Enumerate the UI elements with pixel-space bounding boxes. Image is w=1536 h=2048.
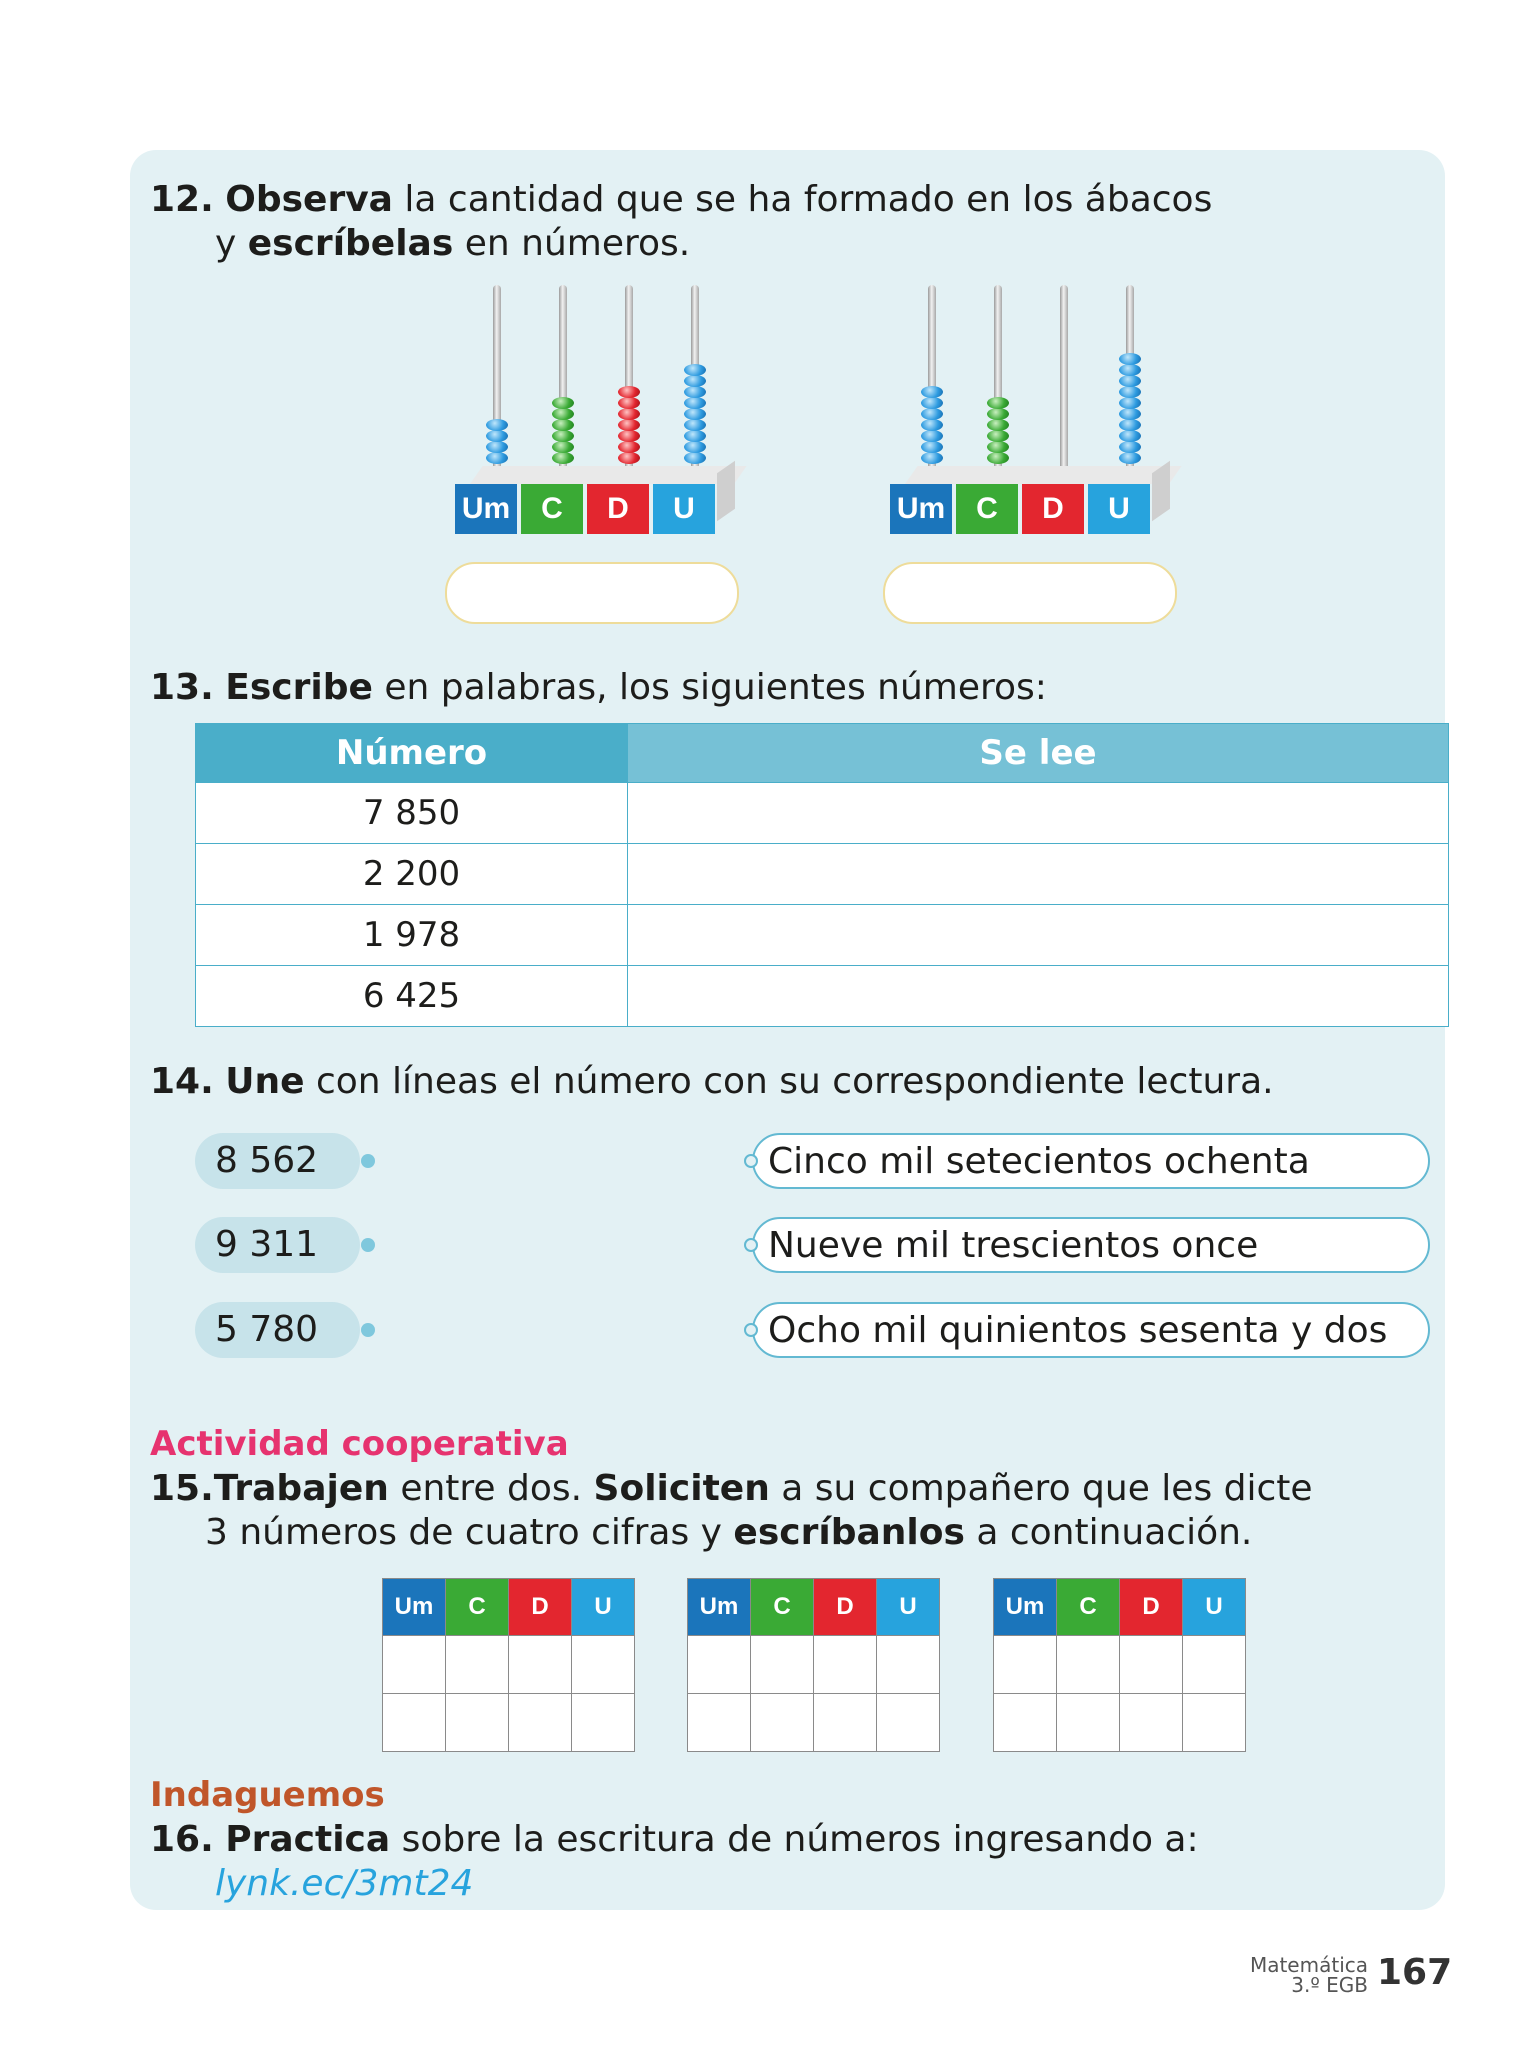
match-dot-right-2[interactable] xyxy=(744,1238,758,1252)
table-header-row xyxy=(196,724,1449,783)
pv-cell[interactable] xyxy=(509,1694,572,1752)
abacus2-bead xyxy=(987,408,1009,420)
pv-cell[interactable] xyxy=(751,1636,814,1694)
table-row xyxy=(196,905,1449,966)
abacus2-bead xyxy=(1119,397,1141,409)
abacus1-bead xyxy=(684,430,706,442)
abacus2-bead xyxy=(987,452,1009,464)
abacus2-bead xyxy=(987,419,1009,431)
pv-row xyxy=(688,1636,940,1694)
match-dot-left-2[interactable] xyxy=(361,1238,375,1252)
pv-header-um: Um xyxy=(688,1579,751,1636)
pv-row xyxy=(383,1694,635,1752)
cooperativa-heading: Actividad cooperativa xyxy=(150,1424,569,1464)
abacus2-rail-d xyxy=(1060,285,1068,480)
pv-header-u: U xyxy=(572,1579,635,1636)
pv-cell[interactable] xyxy=(383,1636,446,1694)
abacus1-bead xyxy=(684,419,706,431)
match-reading-3[interactable]: Ocho mil quinientos sesenta y dos xyxy=(752,1302,1430,1358)
abacus2-bead xyxy=(921,419,943,431)
abacus1-bead xyxy=(684,452,706,464)
resource-link[interactable]: lynk.ec/3mt24 xyxy=(215,1863,474,1904)
abacus1-base-top xyxy=(470,466,747,484)
abacus2-bead xyxy=(921,441,943,453)
abacus2-bead xyxy=(921,430,943,442)
q12-number: 12. xyxy=(150,179,214,220)
pv-cell[interactable] xyxy=(1057,1636,1120,1694)
match-dot-left-3[interactable] xyxy=(361,1323,375,1337)
abacus2-base-side xyxy=(1152,461,1170,522)
abacus1-answer-input[interactable] xyxy=(445,562,739,624)
pv-header-row xyxy=(994,1579,1246,1636)
abacus1-bead xyxy=(618,452,640,464)
abacus1-bead xyxy=(684,408,706,420)
abacus2-label-u: U xyxy=(1088,484,1150,534)
pv-header-d: D xyxy=(509,1579,572,1636)
q15-bold1: Trabajen xyxy=(213,1468,389,1509)
reading-answer-cell[interactable] xyxy=(628,966,1449,1027)
pv-row xyxy=(994,1636,1246,1694)
abacus2-bead xyxy=(921,452,943,464)
pv-cell[interactable] xyxy=(1183,1694,1246,1752)
abacus1-bead xyxy=(486,441,508,453)
match-dot-right-1[interactable] xyxy=(744,1154,758,1168)
reading-answer-cell[interactable] xyxy=(628,905,1449,966)
reading-answer-cell[interactable] xyxy=(628,844,1449,905)
number-cell: 6 425 xyxy=(196,966,628,1027)
abacus2-answer-input[interactable] xyxy=(883,562,1177,624)
abacus1-label-u: U xyxy=(653,484,715,534)
abacus1-bead xyxy=(552,441,574,453)
pv-cell[interactable] xyxy=(1057,1694,1120,1752)
abacus2-bead xyxy=(987,430,1009,442)
header-se-lee: Se lee xyxy=(628,724,1449,783)
pv-header-d: D xyxy=(1120,1579,1183,1636)
match-number-2[interactable]: 9 311 xyxy=(195,1217,360,1273)
abacus2-bead xyxy=(1119,364,1141,376)
q12-line1 xyxy=(150,178,1212,222)
abacus1-bead xyxy=(684,386,706,398)
abacus2-bead xyxy=(1119,419,1141,431)
abacus1-bead xyxy=(684,397,706,409)
pv-header-u: U xyxy=(1183,1579,1246,1636)
match-reading-1[interactable]: Cinco mil setecientos ochenta xyxy=(752,1133,1430,1189)
abacus1-base-side xyxy=(717,461,735,522)
pv-cell[interactable] xyxy=(1183,1636,1246,1694)
pv-cell[interactable] xyxy=(688,1694,751,1752)
abacus1-label-c: C xyxy=(521,484,583,534)
q12-bold2: escríbelas xyxy=(247,223,454,264)
q16-bold: Practica xyxy=(225,1819,391,1860)
pv-row xyxy=(383,1636,635,1694)
header-numero: Número xyxy=(196,724,628,783)
q16-text: sobre la escritura de números ingresando a: xyxy=(390,1819,1199,1860)
abacus2-bead xyxy=(987,441,1009,453)
pv-cell[interactable] xyxy=(688,1636,751,1694)
abacus2-bead xyxy=(1119,452,1141,464)
q13-bold: Escribe xyxy=(225,667,373,708)
abacus2-base-top xyxy=(905,466,1182,484)
abacus1-bead xyxy=(486,430,508,442)
abacus1-label-um: Um xyxy=(455,484,517,534)
abacus1-bead xyxy=(552,419,574,431)
q14-number: 14. xyxy=(150,1061,214,1102)
pv-cell[interactable] xyxy=(751,1694,814,1752)
pv-row xyxy=(688,1694,940,1752)
abacus2-bead xyxy=(921,408,943,420)
q12-text2: en números. xyxy=(453,223,691,264)
abacus-1 xyxy=(455,280,745,540)
pv-cell[interactable] xyxy=(877,1694,940,1752)
q14-prompt xyxy=(150,1060,1274,1104)
q15-bold2: Soliciten xyxy=(593,1468,770,1509)
abacus1-bead xyxy=(684,364,706,376)
q15-text2: a su compañero que les dicte xyxy=(769,1468,1313,1509)
indaguemos-heading: Indaguemos xyxy=(150,1775,385,1815)
abacus1-label-d: D xyxy=(587,484,649,534)
pv-header-um: Um xyxy=(994,1579,1057,1636)
pv-header-c: C xyxy=(751,1579,814,1636)
q14-text: con líneas el número con su correspondiente lectura. xyxy=(304,1061,1274,1102)
pv-header-c: C xyxy=(1057,1579,1120,1636)
q12-line2 xyxy=(215,222,690,266)
abacus2-bead xyxy=(1119,386,1141,398)
q15-line1 xyxy=(150,1467,1313,1511)
abacus2-bead xyxy=(921,397,943,409)
pv-cell[interactable] xyxy=(572,1694,635,1752)
pv-cell[interactable] xyxy=(1120,1694,1183,1752)
q13-text: en palabras, los siguientes números: xyxy=(372,667,1047,708)
q15-text1: entre dos. xyxy=(388,1468,594,1509)
abacus2-bead xyxy=(1119,353,1141,365)
pv-cell[interactable] xyxy=(1120,1636,1183,1694)
abacus1-bead xyxy=(618,386,640,398)
page-number: 167 xyxy=(1377,1952,1453,1993)
abacus2-bead xyxy=(1119,408,1141,420)
pv-cell[interactable] xyxy=(877,1636,940,1694)
q15-number: 15. xyxy=(150,1468,214,1509)
abacus1-bead xyxy=(552,397,574,409)
pv-header-um: Um xyxy=(383,1579,446,1636)
q15-text3: 3 números de cuatro cifras y xyxy=(205,1512,734,1553)
q12-text1: la cantidad que se ha formado en los ábacos xyxy=(392,179,1213,220)
match-reading-2[interactable]: Nueve mil trescientos once xyxy=(752,1217,1430,1273)
match-number-3[interactable]: 5 780 xyxy=(195,1302,360,1358)
footer-grade: 3.º EGB xyxy=(1291,1973,1368,1997)
table-row xyxy=(196,783,1449,844)
match-dot-right-3[interactable] xyxy=(744,1323,758,1337)
abacus1-bead xyxy=(684,441,706,453)
pv-cell[interactable] xyxy=(814,1636,877,1694)
abacus1-bead xyxy=(618,419,640,431)
pv-header-row xyxy=(383,1579,635,1636)
abacus2-bead xyxy=(1119,375,1141,387)
pv-cell[interactable] xyxy=(572,1636,635,1694)
footer-subject: Matemática xyxy=(1249,1953,1368,1977)
q13-prompt xyxy=(150,666,1047,710)
q12-pre2: y xyxy=(215,223,248,264)
abacus1-bead xyxy=(486,419,508,431)
number-cell: 1 978 xyxy=(196,905,628,966)
match-dot-left-1[interactable] xyxy=(361,1154,375,1168)
footer-meta xyxy=(1225,1955,1368,1995)
place-value-table-2 xyxy=(687,1578,940,1752)
pv-cell[interactable] xyxy=(446,1694,509,1752)
abacus1-bead xyxy=(552,452,574,464)
place-value-table-1 xyxy=(382,1578,635,1752)
abacus2-label-d: D xyxy=(1022,484,1084,534)
abacus1-bead xyxy=(552,408,574,420)
abacus1-bead xyxy=(618,430,640,442)
abacus-2 xyxy=(890,280,1180,540)
abacus2-label-c: C xyxy=(956,484,1018,534)
q15-text4: a continuación. xyxy=(964,1512,1253,1553)
abacus1-bead xyxy=(684,375,706,387)
pv-header-c: C xyxy=(446,1579,509,1636)
pv-cell[interactable] xyxy=(509,1636,572,1694)
abacus1-bead xyxy=(552,430,574,442)
q16-prompt xyxy=(150,1818,1199,1862)
abacus1-bead xyxy=(618,441,640,453)
match-number-1[interactable]: 8 562 xyxy=(195,1133,360,1189)
q14-bold: Une xyxy=(225,1061,305,1102)
abacus2-bead xyxy=(1119,441,1141,453)
abacus1-bead xyxy=(486,452,508,464)
q13-number: 13. xyxy=(150,667,214,708)
q15-bold3: escríbanlos xyxy=(733,1512,965,1553)
abacus1-bead xyxy=(618,408,640,420)
abacus2-label-um: Um xyxy=(890,484,952,534)
q12-bold1: Observa xyxy=(225,179,393,220)
abacus2-bead xyxy=(987,397,1009,409)
number-cell: 2 200 xyxy=(196,844,628,905)
table-row xyxy=(196,844,1449,905)
abacus2-bead xyxy=(1119,430,1141,442)
place-value-table-3 xyxy=(993,1578,1246,1752)
q16-number: 16. xyxy=(150,1819,214,1860)
pv-cell[interactable] xyxy=(383,1694,446,1752)
reading-answer-cell[interactable] xyxy=(628,783,1449,844)
pv-header-u: U xyxy=(877,1579,940,1636)
pv-cell[interactable] xyxy=(994,1636,1057,1694)
pv-header-d: D xyxy=(814,1579,877,1636)
pv-cell[interactable] xyxy=(446,1636,509,1694)
abacus1-bead xyxy=(618,397,640,409)
pv-row xyxy=(994,1694,1246,1752)
number-cell: 7 850 xyxy=(196,783,628,844)
table-row xyxy=(196,966,1449,1027)
pv-header-row xyxy=(688,1579,940,1636)
pv-cell[interactable] xyxy=(994,1694,1057,1752)
pv-cell[interactable] xyxy=(814,1694,877,1752)
abacus2-bead xyxy=(921,386,943,398)
q15-line2 xyxy=(205,1511,1252,1555)
numbers-table xyxy=(195,723,1449,1027)
